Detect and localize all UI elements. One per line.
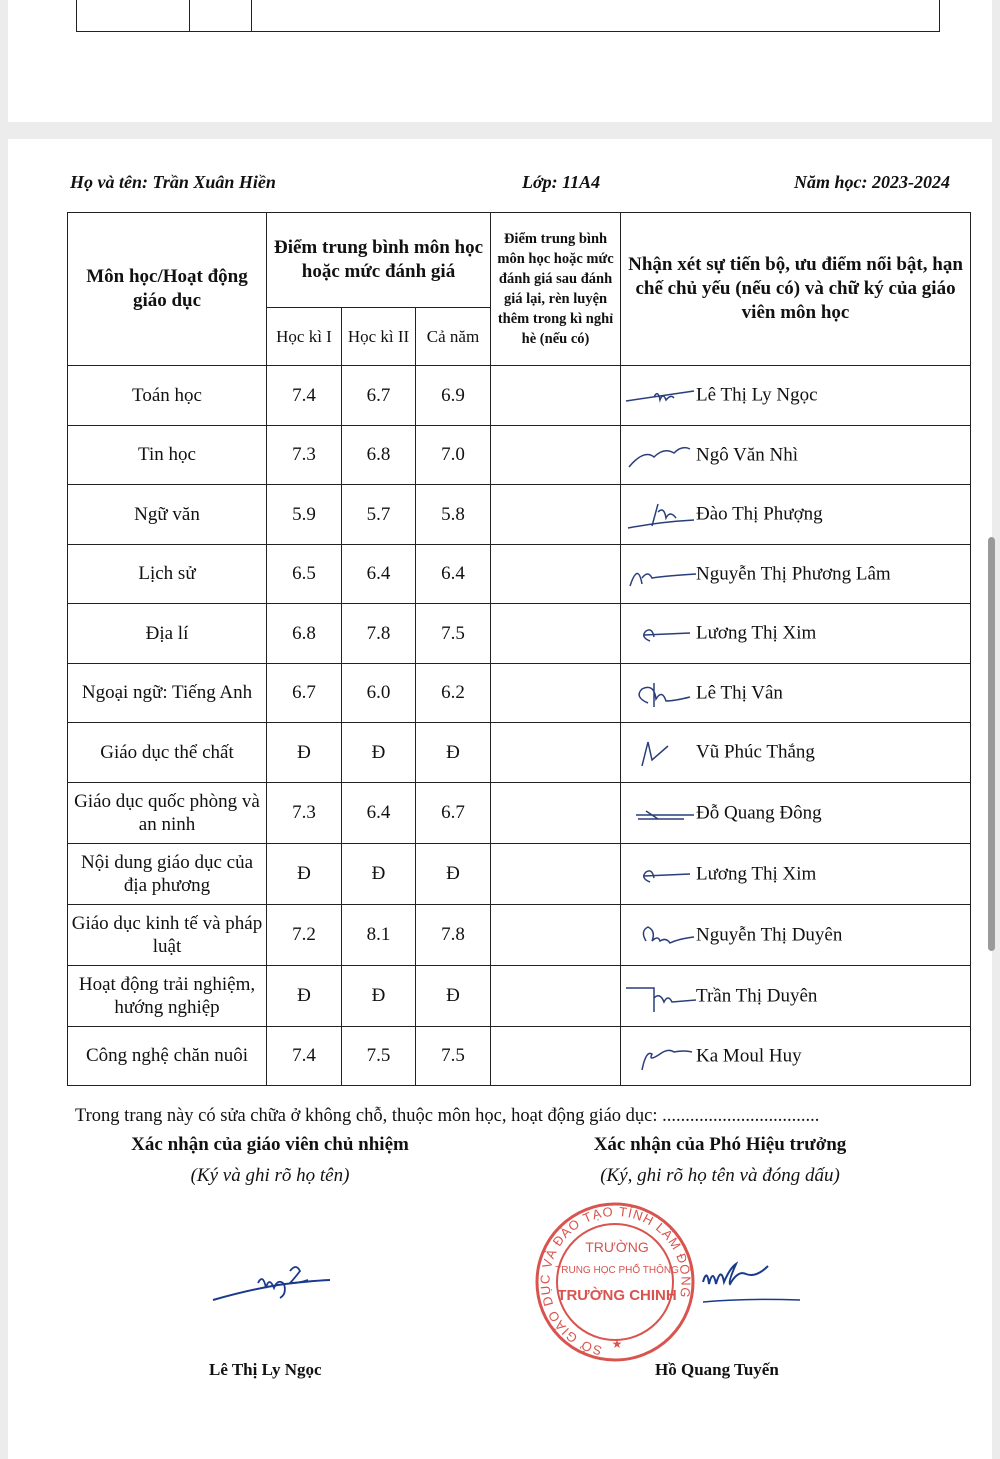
vice-principal-name: Hồ Quang Tuyến [655, 1360, 779, 1379]
hk1-cell: 7.4 [267, 1026, 342, 1086]
teacher-signature-mark [624, 736, 696, 768]
teacher-signature-cell [621, 782, 971, 843]
year-cell: 7.0 [416, 425, 491, 485]
hk1-cell: Đ [267, 843, 342, 904]
homeroom-signature [208, 1255, 338, 1310]
teacher-signature-mark [624, 439, 696, 471]
homeroom-teacher-name: Lê Thị Ly Ngọc [209, 1360, 322, 1379]
col-subject-header: Môn học/Hoạt động giáo dục [68, 213, 267, 366]
hk2-cell: Đ [342, 723, 416, 783]
teacher-signature-cell [621, 604, 971, 664]
school-year: Năm học: 2023-2024 [794, 172, 950, 192]
col-hk1-header: Học kì I [267, 308, 342, 366]
hk1-cell: 7.3 [267, 425, 342, 485]
teacher-name: Lê Thị Ly Ngọc [696, 384, 818, 406]
table-row [68, 965, 971, 1026]
hk2-cell: 6.8 [342, 425, 416, 485]
table-row [68, 723, 971, 783]
retest-cell [491, 366, 621, 426]
teacher-signature-cell [621, 485, 971, 545]
retest-cell [491, 843, 621, 904]
teacher-signature-mark [624, 379, 696, 411]
teacher-name: Nguyễn Thị Phương Lâm [696, 563, 891, 585]
correction-note: Trong trang này có sửa chữa ở không chỗ, thuộc môn học, hoạt động giáo dục: .................................. [75, 1106, 820, 1126]
stamp-line-3: TRƯỜNG CHINH [557, 1287, 677, 1304]
subject-cell: Toán học [68, 366, 267, 426]
hk2-cell: 7.8 [342, 604, 416, 664]
teacher-signature-cell [621, 843, 971, 904]
table-row [68, 663, 971, 723]
col-comment-header: Nhận xét sự tiến bộ, ưu điểm nổi bật, hạn chế chủ yếu (nếu có) và chữ ký của giáo viên môn học [621, 213, 971, 366]
retest-cell [491, 965, 621, 1026]
teacher-signature-mark [624, 617, 696, 649]
subject-cell: Lịch sử [68, 544, 267, 604]
hk1-cell: 7.2 [267, 904, 342, 965]
teacher-signature-mark [624, 797, 696, 829]
teacher-name: Đỗ Quang Đông [696, 802, 822, 823]
subject-cell: Công nghệ chăn nuôi [68, 1026, 267, 1086]
teacher-signature-mark [624, 1040, 696, 1072]
year-cell: 7.5 [416, 1026, 491, 1086]
retest-cell [491, 723, 621, 783]
hk1-cell: 7.4 [267, 366, 342, 426]
subject-cell: Ngữ văn [68, 485, 267, 545]
subject-cell: Ngoại ngữ: Tiếng Anh [68, 663, 267, 723]
hk1-cell: 6.5 [267, 544, 342, 604]
year-cell: 7.5 [416, 604, 491, 664]
teacher-signature-cell [621, 544, 971, 604]
teacher-signature-mark [624, 919, 696, 951]
table-row [68, 544, 971, 604]
vice-principal-confirm-instruction: (Ký, ghi rõ họ tên và đóng dấu) [600, 1165, 840, 1186]
vice-principal-confirm [560, 1134, 880, 1187]
retest-cell [491, 544, 621, 604]
teacher-name: Đào Thị Phượng [696, 503, 823, 525]
year-cell: 6.2 [416, 663, 491, 723]
year-cell: 6.9 [416, 366, 491, 426]
hk2-cell: 8.1 [342, 904, 416, 965]
teacher-signature-cell [621, 425, 971, 485]
col-hk2-header: Học kì II [342, 308, 416, 366]
stamp-line-2: TRUNG HỌC PHỔ THÔNG [555, 1265, 679, 1276]
vice-principal-signature [695, 1250, 805, 1310]
retest-cell [491, 604, 621, 664]
year-cell: 7.8 [416, 904, 491, 965]
teacher-signature-mark [624, 858, 696, 890]
teacher-signature-mark [624, 677, 696, 709]
teacher-signature-mark [624, 558, 696, 590]
homeroom-confirm [100, 1134, 440, 1187]
vice-principal-confirm-title: Xác nhận của Phó Hiệu trưởng [593, 1134, 847, 1155]
svg-text:★: ★ [611, 1337, 623, 1351]
hk2-cell: 5.7 [342, 485, 416, 545]
hk2-cell: 6.4 [342, 544, 416, 604]
homeroom-confirm-title: Xác nhận của giáo viên chủ nhiệm [131, 1134, 409, 1155]
teacher-name: Lương Thị Xim [696, 863, 817, 884]
table-row [68, 425, 971, 485]
table-row [68, 843, 971, 904]
year-cell: 5.8 [416, 485, 491, 545]
hk2-cell: 6.0 [342, 663, 416, 723]
teacher-name: Lê Thị Vân [696, 682, 783, 704]
retest-cell [491, 425, 621, 485]
teacher-name: Trần Thị Duyên [696, 985, 818, 1006]
subject-cell: Giáo dục thể chất [68, 723, 267, 783]
col-year-header: Cả năm [416, 308, 491, 366]
year-cell: Đ [416, 843, 491, 904]
table-row [68, 604, 971, 664]
subject-cell: Tin học [68, 425, 267, 485]
table-row [68, 366, 971, 426]
teacher-name: Nguyễn Thị Duyên [696, 924, 843, 945]
year-cell: Đ [416, 965, 491, 1026]
table-row [68, 782, 971, 843]
hk1-cell: Đ [267, 965, 342, 1026]
table-row [68, 1026, 971, 1086]
hk2-cell: 6.4 [342, 782, 416, 843]
retest-cell [491, 485, 621, 545]
year-cell: 6.7 [416, 782, 491, 843]
hk2-cell: Đ [342, 843, 416, 904]
subject-cell: Nội dung giáo dục của địa phương [68, 843, 267, 904]
hk1-cell: 5.9 [267, 485, 342, 545]
teacher-signature-cell [621, 965, 971, 1026]
grades-table [67, 212, 971, 1086]
hk1-cell: 7.3 [267, 782, 342, 843]
stamp-outer-text: SỞ GIÁO DỤC VÀ ĐÀO TẠO TỈNH LÂM ĐỒNG [537, 1203, 694, 1359]
table-row [68, 485, 971, 545]
homeroom-confirm-instruction: (Ký và ghi rõ họ tên) [190, 1165, 350, 1186]
subject-cell: Địa lí [68, 604, 267, 664]
teacher-signature-cell [621, 366, 971, 426]
hk2-cell: Đ [342, 965, 416, 1026]
year-cell: 6.4 [416, 544, 491, 604]
stamp-line-1: TRƯỜNG [585, 1239, 649, 1255]
teacher-signature-cell [621, 723, 971, 783]
teacher-signature-cell [621, 663, 971, 723]
scrollbar[interactable] [988, 537, 995, 951]
teacher-signature-cell [621, 1026, 971, 1086]
hk1-cell: Đ [267, 723, 342, 783]
teacher-signature-cell [621, 904, 971, 965]
hk2-cell: 7.5 [342, 1026, 416, 1086]
previous-page [8, 0, 992, 122]
class-label: Lớp: 11A4 [522, 172, 601, 192]
year-cell: Đ [416, 723, 491, 783]
retest-cell [491, 1026, 621, 1086]
col-avg-header: Điểm trung bình môn học hoặc mức đánh giá [267, 213, 491, 308]
retest-cell [491, 904, 621, 965]
previous-table-bottom [76, 0, 940, 32]
teacher-signature-mark [624, 498, 696, 530]
teacher-name: Lương Thị Xim [696, 622, 817, 644]
hk1-cell: 6.8 [267, 604, 342, 664]
hk2-cell: 6.7 [342, 366, 416, 426]
student-name: Họ và tên: Trần Xuân Hiền [70, 172, 276, 192]
school-stamp [533, 1200, 698, 1365]
subject-cell: Giáo dục quốc phòng và an ninh [68, 782, 267, 843]
teacher-name: Vũ Phúc Thắng [696, 741, 815, 763]
table-row [68, 904, 971, 965]
subject-cell: Giáo dục kinh tế và pháp luật [68, 904, 267, 965]
teacher-name: Ka Moul Huy [696, 1045, 802, 1067]
retest-cell [491, 663, 621, 723]
hk1-cell: 6.7 [267, 663, 342, 723]
subject-cell: Hoạt động trải nghiệm, hướng nghiệp [68, 965, 267, 1026]
col-retest-header: Điểm trung bình môn học hoặc mức đánh giá sau đánh giá lại, rèn luyện thêm trong kì nghỉ hè (nếu có) [491, 213, 621, 366]
teacher-signature-mark [624, 980, 696, 1012]
retest-cell [491, 782, 621, 843]
teacher-name: Ngô Văn Nhì [696, 444, 799, 466]
